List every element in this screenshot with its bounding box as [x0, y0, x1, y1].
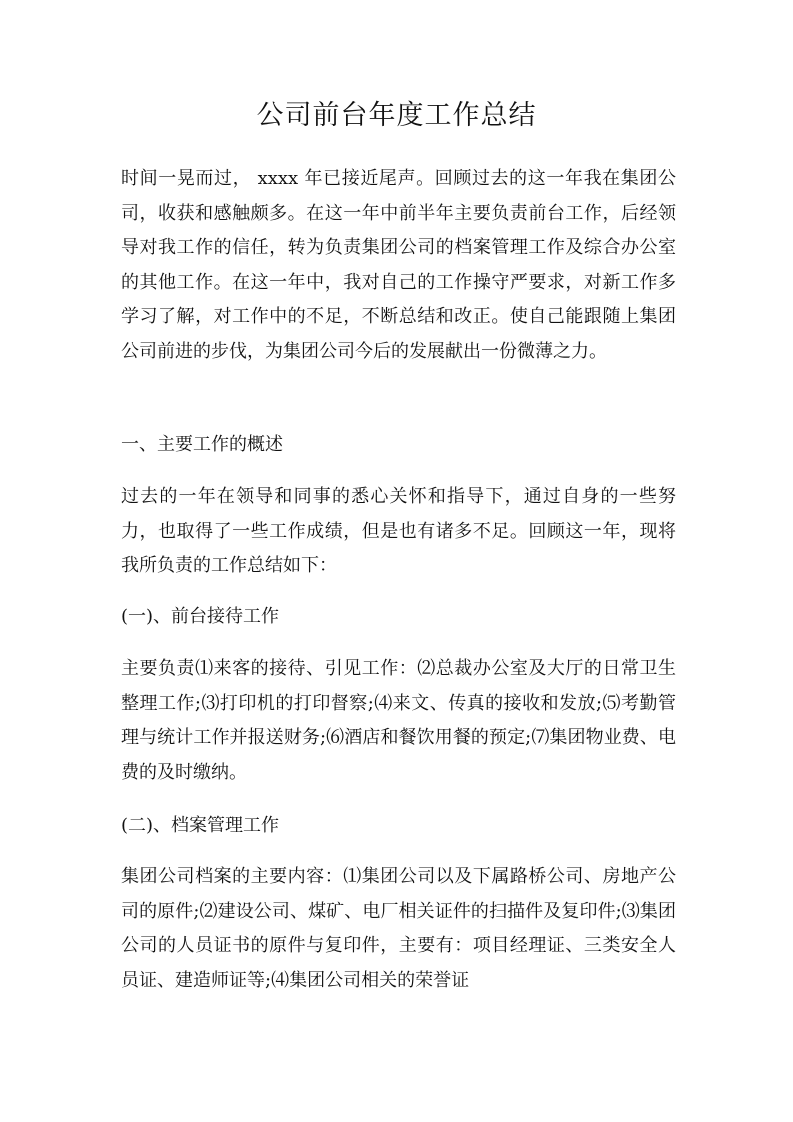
- paragraph-reception: 主要负责⑴来客的接待、引见工作：⑵总裁办公室及大厅的日常卫生整理工作;⑶打印机的打印督察;⑷来文、传真的接收和发放;⑸考勤管理与统计工作并报送财务;⑹酒店和餐饮用餐的预定;⑺集团物业费、电费的及时缴纳。: [121, 658, 676, 783]
- paragraph-intro: 时间一晃而过， xxxx 年已接近尾声。回顾过去的这一年我在集团公司，收获和感触颇多。在这一年中前半年主要负责前台工作，后经领导对我工作的信任，转为负责集团公司的档案管理工作及综合办公室的其他工作。在这一年中，我对自己的工作操守严要求，对新工作多学习了解，对工作中的不足，不断总结和改正。使自己能跟随上集团公司前进的步伐，为集团公司今后的发展献出一份微薄之力。: [121, 168, 676, 362]
- paragraph-overview: 过去的一年在领导和同事的悉心关怀和指导下，通过自身的一些努力，也取得了一些工作成绩，但是也有诸多不足。回顾这一年，现将我所负责的工作总结如下：: [121, 486, 676, 576]
- section-heading-overview: 一、主要工作的概述: [121, 434, 283, 455]
- section-heading-archives: (二)、档案管理工作: [121, 815, 280, 836]
- section-heading-reception: (一)、前台接待工作: [121, 606, 280, 627]
- paragraph-archives: 集团公司档案的主要内容：⑴集团公司以及下属路桥公司、房地产公司的原件;⑵建设公司、煤矿、电厂相关证件的扫描件及复印件;⑶集团公司的人员证书的原件与复印件，主要有：项目经理证、三类安全人员证、建造师证等;⑷集团公司相关的荣誉证: [121, 866, 676, 991]
- document-title: 公司前台年度工作总结: [256, 100, 537, 131]
